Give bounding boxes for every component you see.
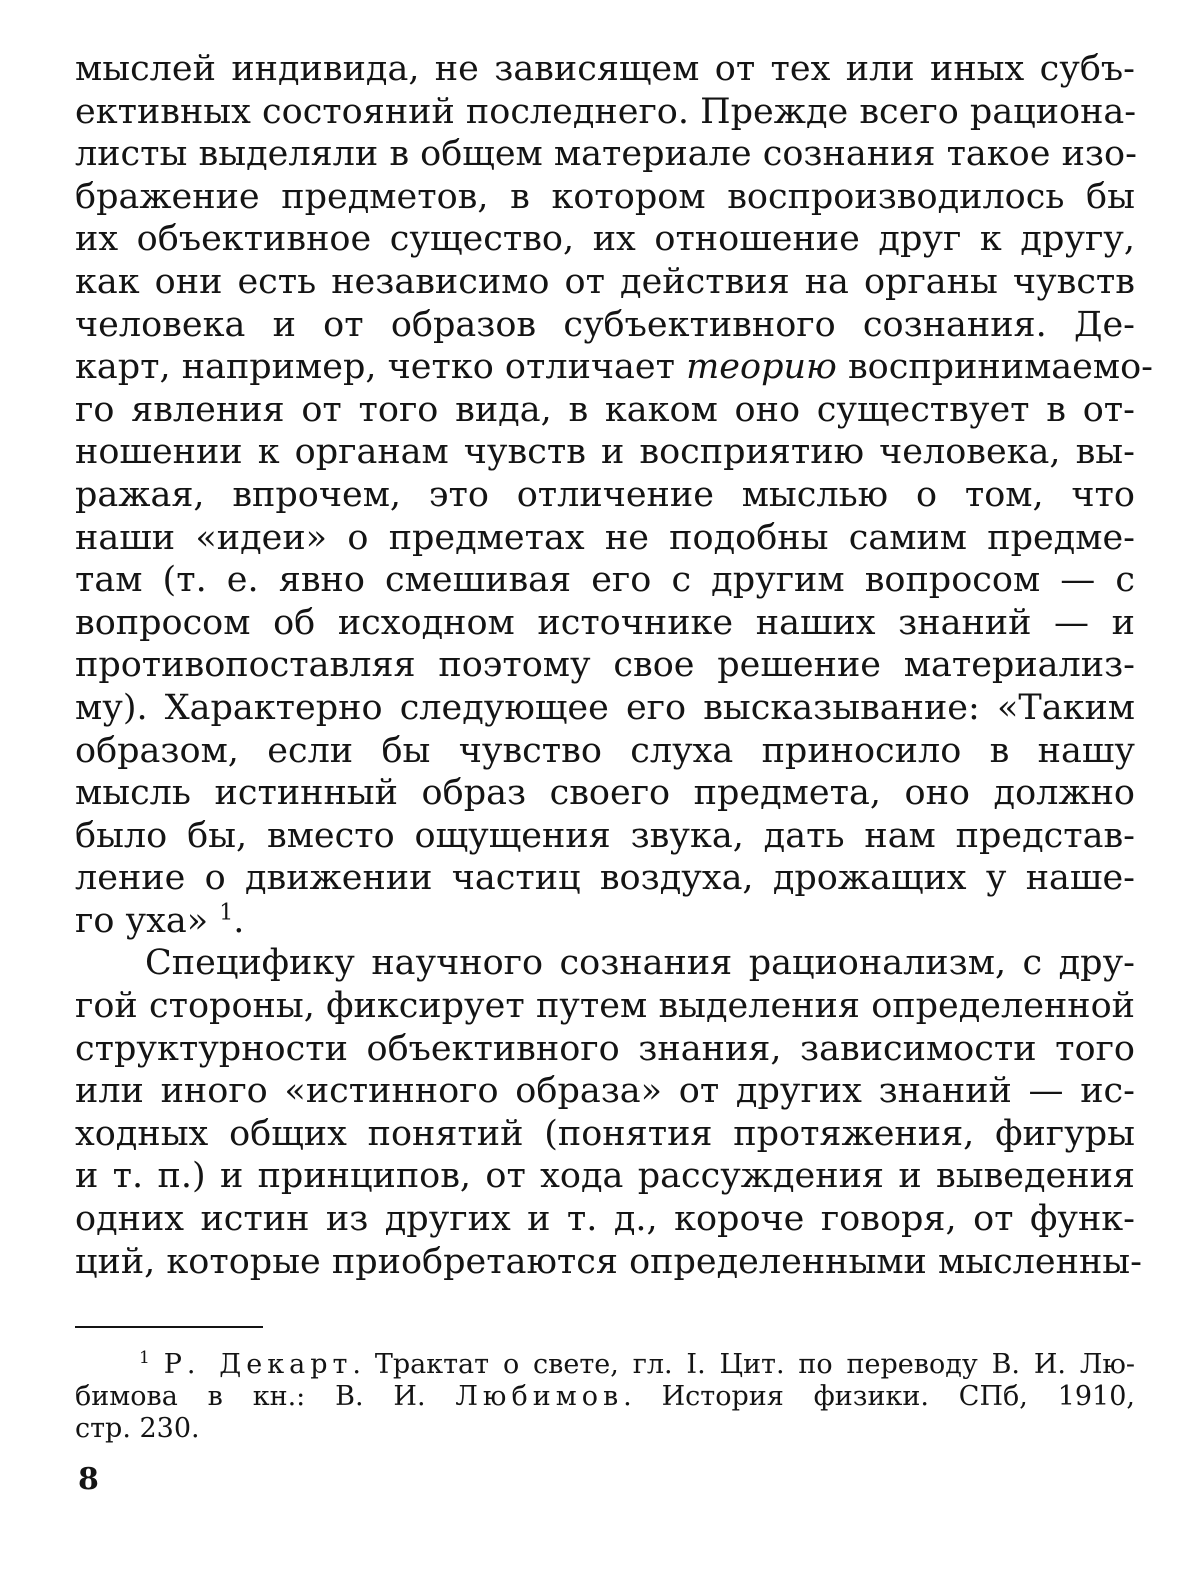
text-line: или иного «истинного образа» от других знаний — ис- xyxy=(75,1071,1135,1112)
paragraph-start-line: Специфику научного сознания рационализм, с дру- xyxy=(145,943,1135,984)
footnote-text: бимова в кн.: В. И. xyxy=(75,1381,456,1412)
text-fragment: го уха» xyxy=(75,900,209,941)
footnote-marker: 1 xyxy=(139,1348,150,1368)
emphasis-theory: теорию xyxy=(686,347,837,388)
text-line: образом, если бы чувство слуха приносило в нашу xyxy=(75,730,1135,771)
text-fragment: карт, например, четко отличает xyxy=(75,347,687,388)
footnote-author: Р. Декарт xyxy=(163,1349,353,1380)
text-line: наши «идеи» о предметах не подобны самим предме- xyxy=(75,517,1135,558)
text-line: и т. п.) и принципов, от хода рассуждения и выведения xyxy=(75,1156,1135,1197)
text-line: ций, которые приобретаются определенными мысленны- xyxy=(75,1241,1142,1282)
text-fragment: воспринимаемо- xyxy=(836,347,1153,388)
text-line: там (т. е. явно смешивая его с другим вопросом — с xyxy=(75,560,1135,601)
page-number: 8 xyxy=(78,1462,99,1497)
footnote-reference: 1 xyxy=(219,900,234,926)
main-text xyxy=(75,48,1153,1283)
text-line: бражение предметов, в котором воспроизводилось бы xyxy=(75,176,1135,217)
text-line: ражая, впрочем, это отличение мыслью о том, что xyxy=(75,474,1135,515)
footnote-line xyxy=(75,1349,1135,1381)
text-line: му). Характерно следующее его высказывание: «Таким xyxy=(75,687,1135,728)
footnote-text: . История физики. СПб, 1910, xyxy=(623,1381,1135,1412)
text-line: го явления от того вида, в каком оно существует в от- xyxy=(75,389,1135,430)
text-line: мысль истинный образ своего предмета, оно должно xyxy=(75,773,1135,814)
text-fragment: . xyxy=(233,900,245,941)
footnote-author: Любимов xyxy=(455,1381,624,1412)
footnote-separator xyxy=(75,1326,263,1328)
text-line: гой стороны, фиксирует путем выделения определенной xyxy=(75,986,1135,1027)
text-line: мыслей индивида, не зависящем от тех или иных субъ- xyxy=(75,49,1135,89)
footnote-line: стр. 230. xyxy=(75,1413,200,1444)
text-line: человека и от образов субъективного сознания. Де- xyxy=(75,304,1135,345)
text-line: было бы, вместо ощущения звука, дать нам представ- xyxy=(75,815,1135,856)
text-line: ношении к органам чувств и восприятию человека, вы- xyxy=(75,432,1135,473)
footnote-text: . Трактат о свете, гл. I. Цит. по переводу В. И. Лю- xyxy=(352,1349,1135,1380)
text-line: листы выделяли в общем материале сознания такое изо- xyxy=(75,134,1137,175)
text-line: структурности объективного знания, зависимости того xyxy=(75,1028,1135,1069)
text-line: вопросом об исходном источнике наших знаний — и xyxy=(75,602,1135,643)
text-line: ление о движении частиц воздуха, дрожащих у наше- xyxy=(75,858,1135,899)
text-line xyxy=(75,346,1153,389)
text-line: ективных состояний последнего. Прежде всего рациона- xyxy=(75,91,1137,132)
text-line: как они есть независимо от действия на органы чувств xyxy=(75,261,1135,302)
text-line: их объективное существо, их отношение друг к другу, xyxy=(75,219,1135,260)
footnote-line xyxy=(75,1381,1135,1413)
footnote xyxy=(75,1349,1135,1445)
text-line: противопоставляя поэтому свое решение материализ- xyxy=(75,645,1135,686)
text-line xyxy=(75,900,1135,943)
text-line: ходных общих понятий (понятия протяжения, фигуры xyxy=(75,1113,1135,1154)
text-line: одних истин из других и т. д., короче говоря, от функ- xyxy=(75,1199,1135,1240)
